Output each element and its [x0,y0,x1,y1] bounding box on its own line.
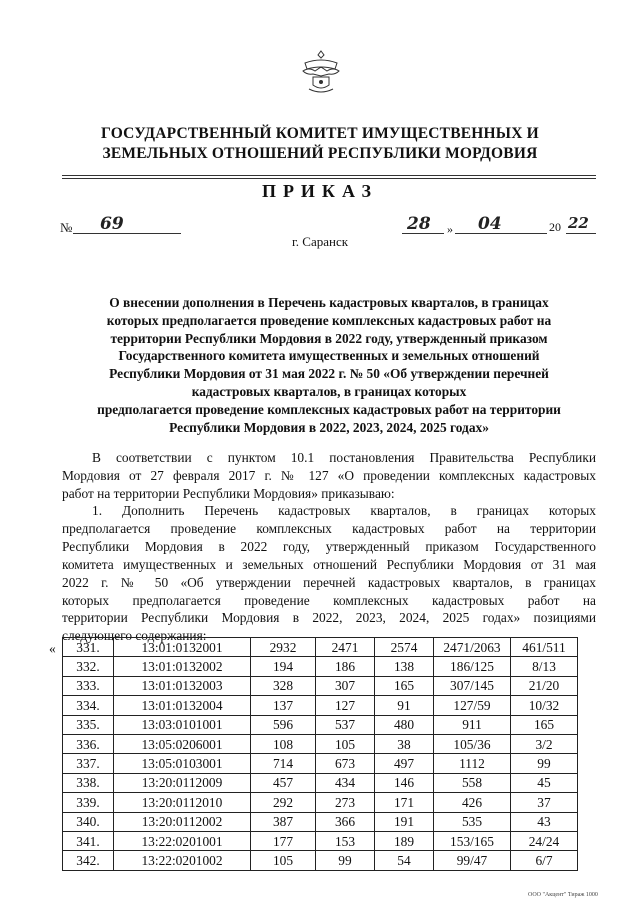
table-cell: 2932 [251,638,316,657]
document-type-title: ПРИКАЗ [261,181,379,201]
body-line: которых предполагается проведение комплексных кадастровых работ на [62,592,596,608]
table-cell: 99 [511,754,578,773]
row-number-cell: 331. [63,638,114,657]
row-number-cell: 336. [63,734,114,753]
table-cell: 37 [511,793,578,812]
city: г. Саранск [291,234,349,249]
table-cell: 105/36 [434,734,511,753]
table-cell: 137 [251,696,316,715]
table-cell: 191 [375,812,434,831]
date-year-prefix: 20 [549,220,561,234]
body-line: комитета имущественных и земельных отношений Республики Мордовия от 31 мая [62,556,596,572]
table-cell: 99 [316,851,375,870]
body-line: Мордовия от 27 февраля 2017 г. № 127 «О проведении комплексных кадастровых [62,467,596,483]
subject-line: предполагается проведение комплексных кадастровых работ на территории [97,401,561,417]
item-1-paragraph [62,502,596,645]
subject-line: Республики Мордовия от 31 мая 2022 г. № 50 «Об утверждении перечней [109,366,549,382]
row-number-cell: 339. [63,793,114,812]
table-row [63,754,578,773]
table-cell: 911 [434,715,511,734]
subject-line: которых предполагается проведение комплексных кадастровых работ на [106,312,552,328]
table-row [63,734,578,753]
body-line: территории Республики Мордовия в 2022, 2023, 2024, 2025 годах» позициями [62,610,596,626]
table-cell: 127/59 [434,696,511,715]
cadastral-number-cell: 13:01:0132003 [114,676,251,695]
table-cell: 328 [251,676,316,695]
table-cell: 91 [375,696,434,715]
table-cell: 596 [251,715,316,734]
table-row [63,696,578,715]
organization-name-line-1: ГОСУДАРСТВЕННЫЙ КОМИТЕТ ИМУЩЕСТВЕННЫХ И [101,125,539,142]
table-cell: 292 [251,793,316,812]
subject-line: Государственного комитета имущественных и земельных отношений [118,348,540,364]
table-cell: 99/47 [434,851,511,870]
row-number-cell: 338. [63,773,114,792]
table-cell: 108 [251,734,316,753]
table-cell: 426 [434,793,511,812]
row-number-cell: 335. [63,715,114,734]
table-cell: 434 [316,773,375,792]
table-cell: 186 [316,657,375,676]
table-cell: 307/145 [434,676,511,695]
cadastral-number-cell: 13:03:0101001 [114,715,251,734]
order-subject [62,294,596,436]
table-row [63,793,578,812]
body-line: предполагается проведение комплексных кадастровых работ на территории [62,520,596,536]
table-cell: 8/13 [511,657,578,676]
table-cell: 480 [375,715,434,734]
table-cell: 153 [316,831,375,850]
table-cell: 714 [251,754,316,773]
cadastral-number-cell: 13:20:0112002 [114,812,251,831]
order-number-label: № [60,220,73,235]
table-cell: 177 [251,831,316,850]
table-row [63,812,578,831]
table-cell: 138 [375,657,434,676]
table-cell: 2471 [316,638,375,657]
cadastral-number-cell: 13:05:0103001 [114,754,251,773]
date-quote-mark: » [447,222,453,236]
row-number-cell: 342. [63,851,114,870]
order-number-underline [73,233,181,234]
table-cell: 6/7 [511,851,578,870]
header-divider [62,175,596,176]
table-cell: 558 [434,773,511,792]
table-row [63,851,578,870]
table-cell: 165 [511,715,578,734]
table-cell: 366 [316,812,375,831]
print-footer: ООО "Акцент" Тираж 1000 [528,892,598,898]
table-cell: 171 [375,793,434,812]
table-cell: 3/2 [511,734,578,753]
date-day-handwritten: 28 [407,214,431,234]
table-cell: 45 [511,773,578,792]
table-cell: 535 [434,812,511,831]
subject-line: О внесении дополнения в Перечень кадастровых кварталов, в границах [109,295,549,310]
table-open-quote: « [49,641,56,656]
table-cell: 105 [251,851,316,870]
row-number-cell: 334. [63,696,114,715]
body-line: В соответствии с пунктом 10.1 постановления Правительства Республики [92,450,596,465]
table-cell: 497 [375,754,434,773]
table-cell: 1112 [434,754,511,773]
table-cell: 461/511 [511,638,578,657]
table-cell: 21/20 [511,676,578,695]
table-cell: 273 [316,793,375,812]
order-number-handwritten: 69 [100,214,124,234]
table-cell: 127 [316,696,375,715]
table-cell: 186/125 [434,657,511,676]
date-month-handwritten: 04 [478,214,502,234]
table-row [63,715,578,734]
date-year-handwritten: 22 [568,214,589,232]
table-row [63,831,578,850]
table-cell: 24/24 [511,831,578,850]
table-cell: 457 [251,773,316,792]
row-number-cell: 341. [63,831,114,850]
body-line: следующего содержания: [62,628,207,644]
table-cell: 189 [375,831,434,850]
table-cell: 54 [375,851,434,870]
table-cell: 165 [375,676,434,695]
cadastral-number-cell: 13:01:0132001 [114,638,251,657]
row-number-cell: 337. [63,754,114,773]
table-cell: 105 [316,734,375,753]
coat-of-arms-emblem [295,45,347,97]
date-year-underline [566,233,596,234]
table-row [63,657,578,676]
table-cell: 537 [316,715,375,734]
table-cell: 43 [511,812,578,831]
subject-line: территории Республики Мордовия в 2022 году, утвержденный приказом [110,330,548,346]
header-divider [62,178,596,179]
organization-name-line-2: ЗЕМЕЛЬНЫХ ОТНОШЕНИЙ РЕСПУБЛИКИ МОРДОВИЯ [102,145,538,162]
cadastral-number-cell: 13:01:0132004 [114,696,251,715]
table-cell: 2574 [375,638,434,657]
table-cell: 2471/2063 [434,638,511,657]
table-cell: 673 [316,754,375,773]
table-cell: 194 [251,657,316,676]
cadastral-number-cell: 13:20:0112009 [114,773,251,792]
cadastral-number-cell: 13:22:0201001 [114,831,251,850]
table-row [63,773,578,792]
table-cell: 387 [251,812,316,831]
table-cell: 153/165 [434,831,511,850]
cadastral-quarters-table [62,637,578,871]
subject-line: кадастровых кварталов, в границах которых [191,383,467,399]
body-line: Республики Мордовия в 2022 году, утвержденный приказом Государственного [62,538,596,554]
subject-line: Республики Мордовия в 2022, 2023, 2024, 2025 годах» [169,419,489,435]
body-line: работ на территории Республики Мордовия» приказываю: [62,485,395,501]
table-cell: 38 [375,734,434,753]
table-row [63,676,578,695]
row-number-cell: 333. [63,676,114,695]
table-cell: 10/32 [511,696,578,715]
cadastral-number-cell: 13:22:0201002 [114,851,251,870]
cadastral-number-cell: 13:01:0132002 [114,657,251,676]
cadastral-number-cell: 13:20:0112010 [114,793,251,812]
row-number-cell: 340. [63,812,114,831]
table-cell: 307 [316,676,375,695]
preamble-paragraph [62,449,596,503]
row-number-cell: 332. [63,657,114,676]
table-cell: 146 [375,773,434,792]
table-row [63,638,578,657]
cadastral-number-cell: 13:05:0206001 [114,734,251,753]
body-line: 1. Дополнить Перечень кадастровых кварталов, в границах которых [92,503,596,518]
body-line: 2022 г. № 50 «Об утверждении перечней кадастровых кварталов, в границах [62,574,596,590]
